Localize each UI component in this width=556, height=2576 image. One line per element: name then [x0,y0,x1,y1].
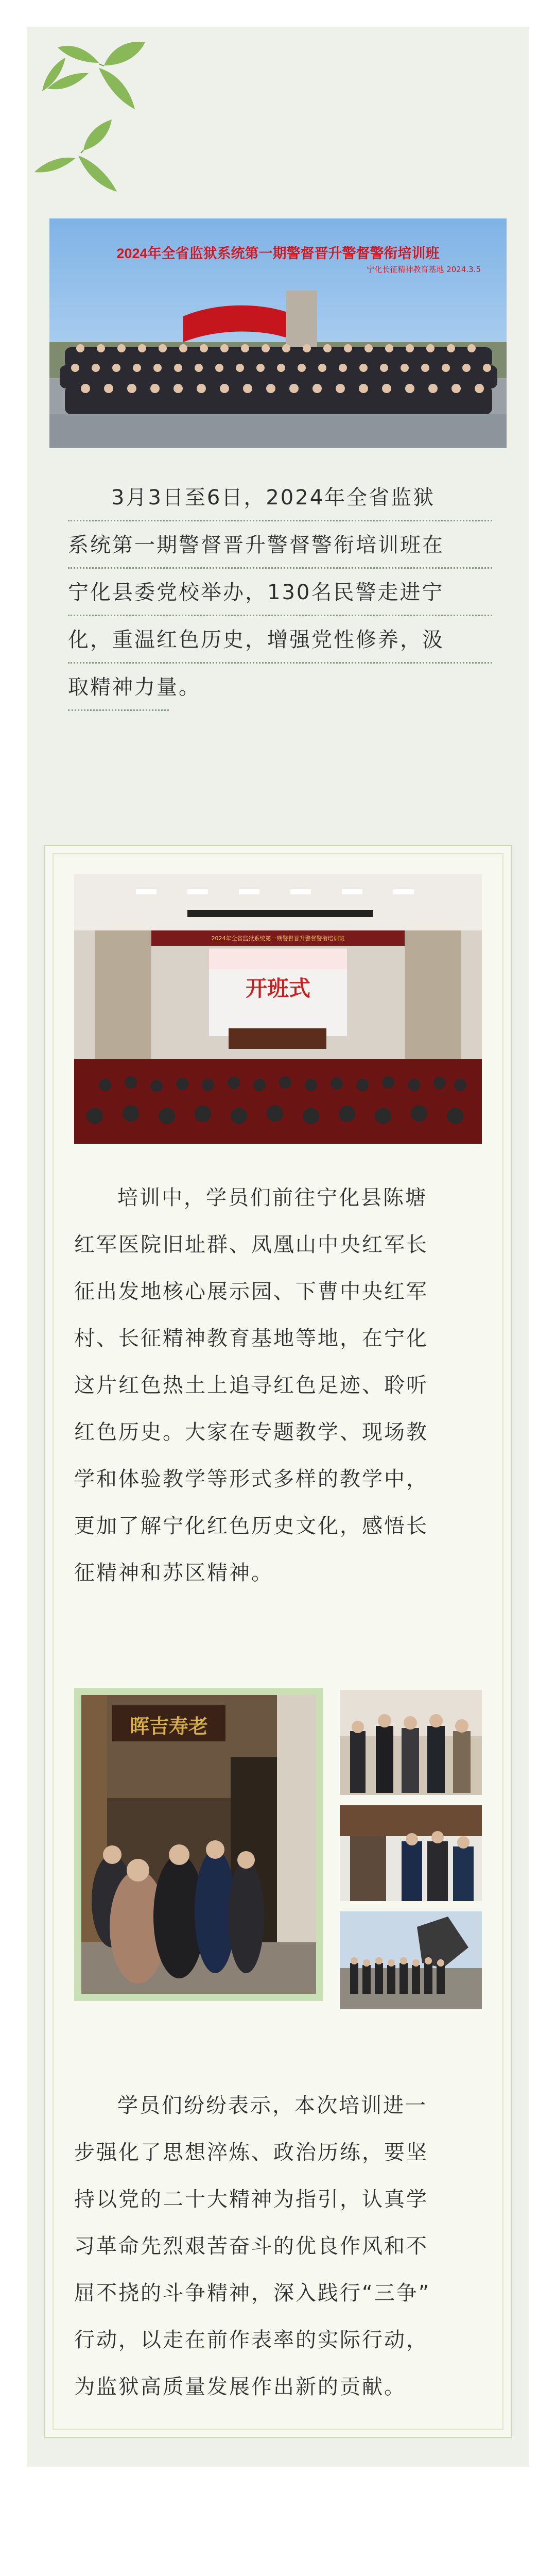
text-line: 培训中，学员们前往宁化县陈塘 [117,1186,427,1210]
plaque-text: 晖吉寿老 [129,1715,208,1738]
text-line: 村、长征精神教育基地等地，在宁化 [74,1327,428,1350]
banner-title: 2024年全省监狱系统第一期警督晋升警督警衔培训班 [116,246,440,261]
training-paragraph [74,1175,482,1597]
collage-main-frame [74,1688,323,2001]
old-house-photo [81,1695,316,1994]
conclusion-paragraph [74,2082,482,2411]
credits [29,2573,133,2576]
text-line: 习革命先烈艰苦奋斗的优良作风和不 [74,2234,428,2258]
text-line: 学员们纷纷表示，本次培训进一 [117,2094,427,2117]
text-line: 取精神力量。 [68,664,169,711]
text-line: 更加了解宁化红色历史文化，感悟长 [74,1514,428,1538]
text-line: 行动，以走在前作表率的实际行动， [74,2328,428,2352]
ceremony-photo [74,874,482,1144]
editor-credit [29,2573,133,2576]
collage-photo-3 [340,1911,482,2009]
intro-paragraph [68,474,492,711]
text-line: 征出发地核心展示园、下曹中央红军 [74,1280,428,1303]
collage-photo-1 [340,1690,482,1795]
bamboo-decoration-icon [27,27,181,192]
text-line: 为监狱高质量发展作出新的贡献。 [74,2375,406,2399]
text-line: 屈不挠的斗争精神，深入践行“三争” [74,2281,431,2305]
text-line: 这片红色热土上追寻红色足迹、聆听 [74,1374,428,1397]
text-line: 持以党的二十大精神为指引，认真学 [74,2188,428,2211]
group-photo [49,218,507,448]
ceremony-screen-title: 开班式 [245,976,310,1001]
text-line: 红军医院旧址群、凤凰山中央红军长 [74,1233,428,1257]
text-line: 化，重温红色历史，增强党性修养，汲 [68,616,492,664]
text-line: 系统第一期警督晋升警督警衔培训班在 [68,521,492,569]
text-line: 步强化了思想淬炼、政治历练，要坚 [74,2141,428,2164]
text-line: 3月3日至6日，2024年全省监狱 [68,474,492,521]
text-line: 宁化县委党校举办，130名民警走进宁 [68,569,492,616]
collage-photo-2 [340,1805,482,1901]
text-line: 征精神和苏区精神。 [74,1561,273,1585]
text-line: 学和体验教学等形式多样的教学中， [74,1467,428,1491]
text-line: 红色历史。大家在专题教学、现场教 [74,1420,428,1444]
banner-subtitle: 宁化长征精神教育基地 2024.3.5 [367,265,481,274]
ceremony-banner-text: 2024年全省监狱系统第一期警督晋升警督警衔培训班 [211,935,345,942]
